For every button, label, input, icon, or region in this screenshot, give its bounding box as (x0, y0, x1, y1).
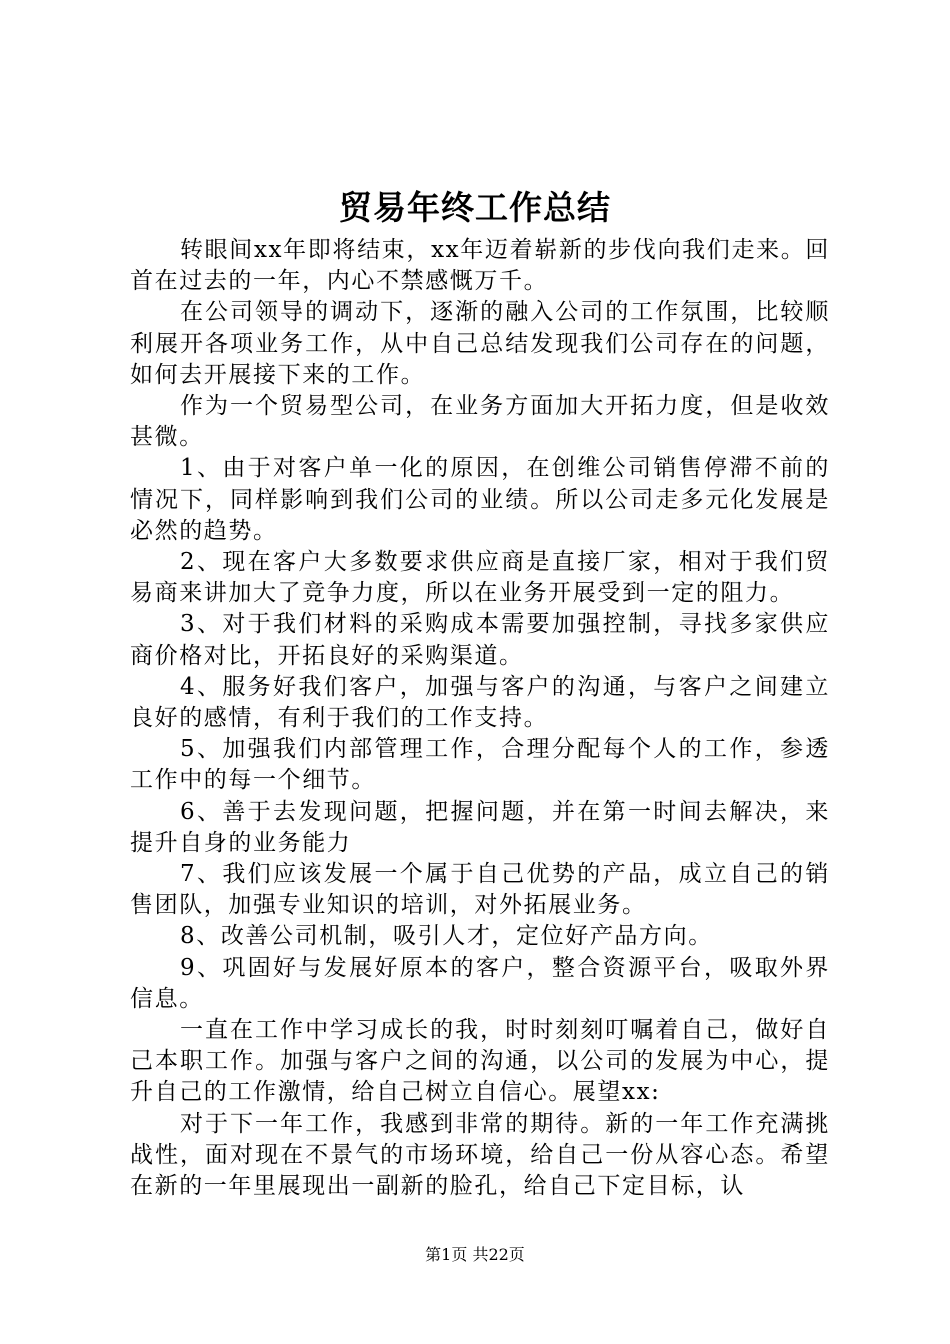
list-item-3: 3、对于我们材料的采购成本需要加强控制，寻找多家供应商价格对比，开拓良好的采购渠道。 (130, 611, 830, 669)
list-item-7: 7、我们应该发展一个属于自己优势的产品，成立自己的销售团队，加强专业知识的培训，对外拓展业务。 (130, 861, 830, 919)
list-item-2: 2、现在客户大多数要求供应商是直接厂家，相对于我们贸易商来讲加大了竞争力度，所以在业务开展受到一定的阻力。 (130, 549, 830, 607)
page-number-footer: 第1页 共22页 (425, 1245, 525, 1264)
paragraph-outlook: 对于下一年工作，我感到非常的期待。新的一年工作充满挑战性，面对现在不景气的市场环境，给自己一份从容心态。希望在新的一年里展现出一副新的脸孔，给自己下定目标，认 (130, 1110, 830, 1200)
document-title: 贸易年终工作总结 (339, 188, 611, 227)
list-item-8: 8、改善公司机制，吸引人才，定位好产品方向。 (180, 923, 713, 950)
list-item-6: 6、善于去发现问题，把握问题，并在第一时间去解决，来提升自身的业务能力 (130, 798, 830, 856)
list-item-5: 5、加强我们内部管理工作，合理分配每个人的工作，参透工作中的每一个细节。 (130, 736, 830, 794)
list-item-4: 4、服务好我们客户，加强与客户的沟通，与客户之间建立良好的感情，有利于我们的工作支持。 (130, 673, 830, 732)
paragraph-integration: 在公司领导的调动下，逐渐的融入公司的工作氛围，比较顺利展开各项业务工作，从中自己总结发现我们公司存在的问题，如何去开展接下来的工作。 (130, 299, 830, 388)
paragraph-reflection: 一直在工作中学习成长的我，时时刻刻叮嘱着自己，做好自己本职工作。加强与客户之间的沟通，以公司的发展为中心，提升自己的工作激情，给自己树立自信心。展望xx: (130, 1017, 830, 1106)
paragraph-intro: 转眼间xx年即将结束，xx年迈着崭新的步伐向我们走来。回首在过去的一年，内心不禁感慨万千。 (130, 237, 830, 295)
list-item-1: 1、由于对客户单一化的原因，在创维公司销售停滞不前的情况下，同样影响到我们公司的业绩。所以公司走多元化发展是必然的趋势。 (130, 455, 830, 544)
paragraph-business: 作为一个贸易型公司，在业务方面加大开拓力度，但是收效甚微。 (130, 393, 830, 451)
document-body (130, 235, 830, 1202)
list-item-9: 9、巩固好与发展好原本的客户，整合资源平台，吸取外界信息。 (130, 954, 830, 1012)
